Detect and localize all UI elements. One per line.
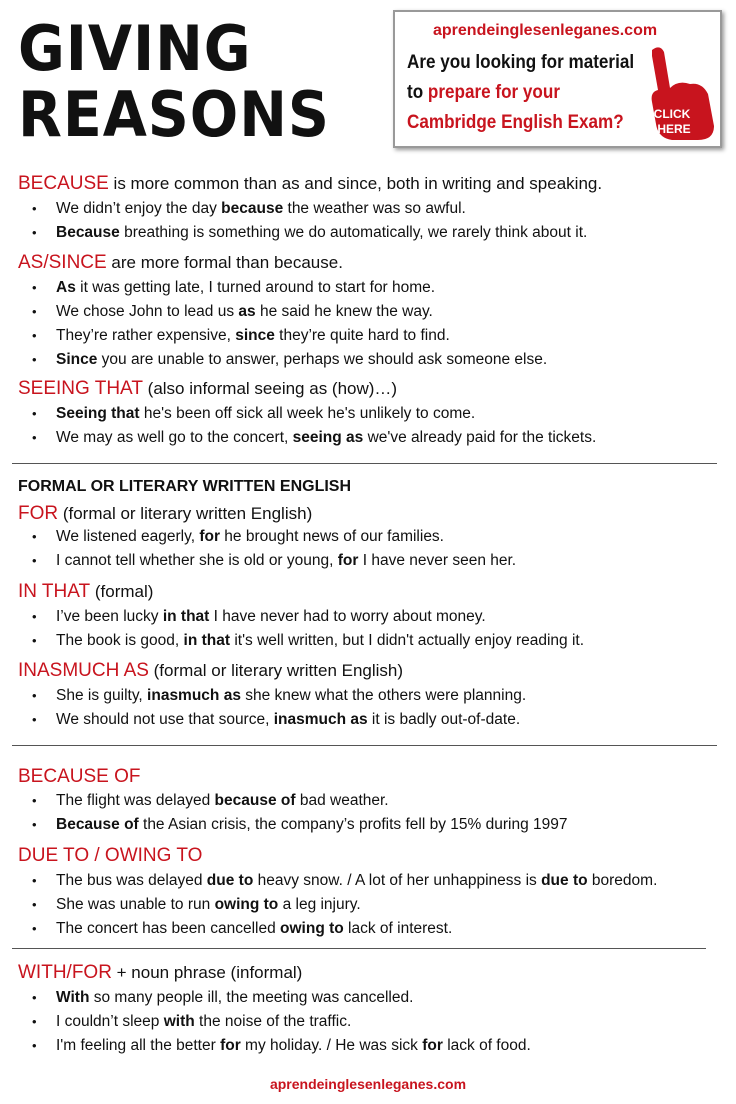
keyword: as [238,303,256,320]
due-to-label: DUE TO / OWING TO [18,845,203,866]
section-seeing-that-head [18,378,397,400]
bullet-icon: • [32,304,37,319]
sentence-text: lack of interest. [343,920,453,937]
keyword: inasmuch as [273,711,368,728]
with-for-desc: + noun phrase (informal) [111,963,303,982]
example-sentence [32,896,361,914]
example-sentence [32,429,596,447]
sentence-text: We may as well go to the concert, [56,429,293,446]
section-because-of-head [18,766,140,788]
ad-line-1: Are you looking for material [407,52,635,73]
click-label[interactable]: CLICK [653,107,691,121]
because-label: BECAUSE [18,173,109,194]
as-since-desc: are more formal than because. [106,253,343,272]
sentence-text: I have never seen her. [358,552,517,569]
bullet-icon: • [32,609,37,624]
sentence-text: We should not use that source, [56,711,274,728]
sentence-text: the noise of the traffic. [194,1013,352,1030]
divider [12,745,717,746]
example-sentence [32,327,450,345]
bullet-icon: • [32,529,37,544]
ad-url[interactable]: aprendeinglesenleganes.com [433,22,658,39]
example-sentence [32,632,584,650]
ad-line-3: Cambridge English Exam? [407,112,624,133]
sentence-text: the weather was so awful. [283,200,466,217]
sentence-text: so many people ill, the meeting was cancelled. [89,989,414,1006]
bullet-icon: • [32,1038,37,1053]
sentence-text: The book is good, [56,632,184,649]
in-that-label: IN THAT [18,581,91,602]
ad-line-2 [407,82,560,104]
sentence-text: the Asian crisis, the company’s profits fell by 15% during 1997 [138,816,568,833]
sentence-text: She was unable to run [56,896,215,913]
bullet-icon: • [32,817,37,832]
sentence-text: The concert has been cancelled [56,920,281,937]
keyword: because [221,200,284,217]
bullet-icon: • [32,712,37,727]
example-sentence [32,872,657,890]
sentence-text: bad weather. [295,792,389,809]
example-sentence [32,224,587,242]
example-sentence [32,405,475,423]
section-due-to-head [18,845,202,867]
keyword: Because [56,224,120,241]
sentence-text: he said he knew the way. [255,303,433,320]
example-sentence [32,1037,531,1055]
sentence-text: my holiday. / He was sick [240,1037,423,1054]
with-for-label: WITH/FOR [18,962,112,983]
keyword: due to [541,872,588,889]
sentence-text: we've already paid for the tickets. [363,429,597,446]
sentence-text: a leg injury. [278,896,361,913]
for-desc: (formal or literary written English) [58,504,313,523]
example-sentence [32,200,466,218]
title-line-1: GIVING [18,12,252,85]
example-sentence [32,528,444,546]
bullet-icon: • [32,1014,37,1029]
inasmuch-as-desc: (formal or literary written English) [148,661,404,680]
example-sentence [32,351,547,369]
sentence-text: they’re quite hard to find. [274,327,450,344]
keyword: With [56,989,90,1006]
seeing-that-label: SEEING THAT [18,378,143,399]
keyword: seeing as [292,429,364,446]
sentence-text: boredom. [587,872,658,889]
keyword: owing to [280,920,344,937]
section-for-head [18,503,312,525]
keyword: in that [162,608,210,625]
keyword: with [163,1013,195,1030]
keyword: due to [206,872,254,889]
page-title [18,12,330,151]
because-of-label: BECAUSE OF [18,766,141,787]
sentence-text: it was getting late, I turned around to start for home. [75,279,436,296]
sentence-text: I couldn’t sleep [56,1013,164,1030]
sentence-text: I have never had to worry about money. [209,608,486,625]
example-sentence [32,711,520,729]
bullet-icon: • [32,897,37,912]
bullet-icon: • [32,793,37,808]
bullet-icon: • [32,990,37,1005]
example-sentence [32,687,526,705]
sentence-text: he's been off sick all week he's unlikely to come. [139,405,476,422]
inasmuch-as-label: INASMUCH AS [18,660,149,681]
sentence-text: The bus was delayed [56,872,207,889]
sentence-text: I'm feeling all the better [56,1037,221,1054]
keyword: since [235,327,275,344]
example-sentence [32,608,486,626]
title-line-2: REASONS [18,78,330,151]
bullet-icon: • [32,328,37,343]
keyword: Because of [56,816,139,833]
example-sentence [32,989,413,1007]
bullet-icon: • [32,921,37,936]
section-as-since-head [18,252,343,274]
ad-line-2-red: prepare for your [427,82,560,103]
for-label: FOR [18,503,59,524]
keyword: for [220,1037,241,1054]
sentence-text: I cannot tell whether she is old or young, [56,552,338,569]
keyword: Since [56,351,98,368]
section-inasmuch-as-head [18,660,403,682]
because-desc: is more common than as and since, both in writing and speaking. [108,174,603,193]
sentence-text: lack of food. [442,1037,531,1054]
sentence-text: They’re rather expensive, [56,327,236,344]
bullet-icon: • [32,406,37,421]
footer-url[interactable]: aprendeinglesenleganes.com [269,1076,467,1092]
bullet-icon: • [32,280,37,295]
bullet-icon: • [32,873,37,888]
bullet-icon: • [32,633,37,648]
keyword: inasmuch as [147,687,241,704]
example-sentence [32,303,433,321]
example-sentence [32,816,567,834]
cambridge-exam-ad[interactable] [393,10,722,148]
keyword: As [56,279,76,296]
keyword: for [422,1037,443,1054]
sentence-text: She is guilty, [56,687,148,704]
sentence-text: you are unable to answer, perhaps we should ask someone else. [97,351,548,368]
example-sentence [32,920,452,938]
example-sentence [32,279,435,297]
sentence-text: We didn’t enjoy the day [56,200,222,217]
bullet-icon: • [32,352,37,367]
section-because-head [18,173,602,195]
ad-line-2-pre: to [407,82,428,103]
example-sentence [32,1013,351,1031]
bullet-icon: • [32,201,37,216]
sentence-text: heavy snow. / A lot of her unhappiness is [253,872,542,889]
sentence-text: he brought news of our families. [219,528,444,545]
divider [12,463,717,464]
keyword: for [199,528,220,545]
section-in-that-head [18,581,153,603]
keyword: for [337,552,359,569]
example-sentence [32,792,389,810]
bullet-icon: • [32,688,37,703]
divider [12,948,706,949]
bullet-icon: • [32,225,37,240]
keyword: owing to [214,896,279,913]
sentence-text: it's well written, but I didn't actually enjoy reading it. [230,632,585,649]
sentence-text: We listened eagerly, [56,528,200,545]
sentence-text: breathing is something we do automatically, we rarely think about it. [119,224,588,241]
sentence-text: The flight was delayed [56,792,215,809]
sentence-text: she knew what the others were planning. [240,687,527,704]
formal-heading: FORMAL OR LITERARY WRITTEN ENGLISH [18,478,352,495]
section-with-for-head [18,962,302,984]
here-label[interactable]: HERE [657,122,691,136]
bullet-icon: • [32,553,37,568]
sentence-text: I’ve been lucky [56,608,163,625]
sentence-text: We chose John to lead us [56,303,239,320]
as-since-label: AS/SINCE [18,252,107,273]
keyword: because of [214,792,296,809]
bullet-icon: • [32,430,37,445]
keyword: in that [183,632,231,649]
in-that-desc: (formal) [90,582,154,601]
sentence-text: it is badly out-of-date. [367,711,521,728]
example-sentence [32,552,516,570]
keyword: Seeing that [56,405,140,422]
click-hand-icon[interactable] [638,42,718,142]
seeing-that-desc: (also informal seeing as (how)…) [142,379,398,398]
